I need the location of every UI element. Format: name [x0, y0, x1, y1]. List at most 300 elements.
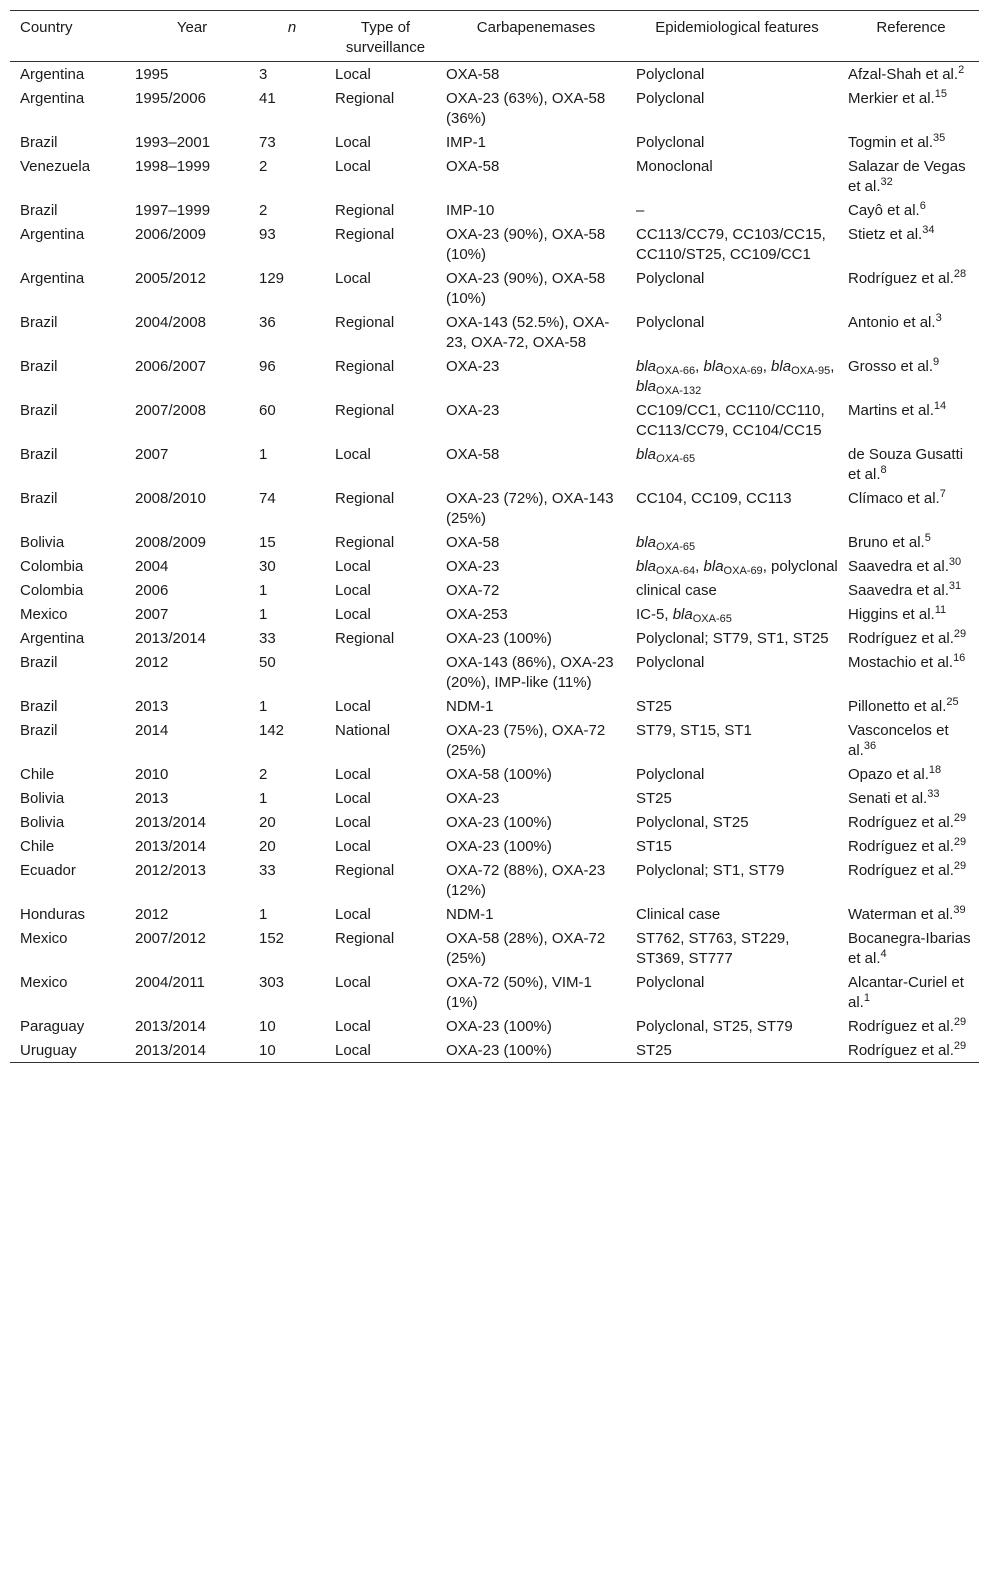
table-row	[10, 694, 979, 718]
cell-reference	[843, 926, 979, 970]
reference-author: Senati et al.	[848, 790, 928, 807]
reference-author: Rodríguez et al.	[848, 862, 954, 879]
cell-n: 303	[259, 974, 285, 991]
gene-name: bla	[672, 606, 693, 623]
reference-number: 8	[880, 464, 887, 476]
cell-type: Local	[335, 606, 371, 623]
cell-country: Argentina	[20, 66, 85, 83]
cell-type: Regional	[335, 930, 395, 947]
cell-epidemiological: Polyclonal; ST79, ST1, ST25	[636, 630, 829, 647]
cell-year: 1995	[135, 66, 169, 83]
gene-name: bla	[771, 358, 792, 375]
cell-n: 129	[259, 270, 285, 287]
reference-number: 5	[924, 532, 931, 544]
cell-n: 142	[259, 722, 285, 739]
cell-carbapenemases: OXA-58	[446, 66, 500, 83]
cell-type: Local	[335, 134, 371, 151]
cell-country: Argentina	[20, 226, 85, 243]
cell-carbapenemases: OXA-58 (100%)	[446, 766, 552, 783]
cell-type: Regional	[335, 402, 395, 419]
cell-epidemiological: CC109/CC1, CC110/CC110, CC113/CC79, CC104/CC15	[636, 402, 825, 439]
table-row	[10, 86, 979, 130]
cell-year: 1997–1999	[135, 202, 211, 219]
cell-carbapenemases: OXA-23 (100%)	[446, 630, 552, 647]
cell-reference	[843, 266, 979, 310]
cell-n: 2	[259, 158, 268, 175]
cell-year: 2014	[135, 722, 169, 739]
cell-country: Brazil	[20, 134, 58, 151]
cell-n: 20	[259, 838, 276, 855]
cell-reference	[843, 222, 979, 266]
reference-author: Higgins et al.	[848, 606, 935, 623]
cell-n: 36	[259, 314, 276, 331]
gene-subscript: OXA-95	[791, 365, 831, 377]
table-row	[10, 442, 979, 486]
cell-n: 3	[259, 66, 268, 83]
cell-carbapenemases: OXA-23 (72%), OXA-143 (25%)	[446, 490, 614, 527]
cell-year: 2013	[135, 790, 169, 807]
cell-carbapenemases: OXA-72	[446, 582, 500, 599]
cell-type: Local	[335, 838, 371, 855]
cell-n: 74	[259, 490, 276, 507]
cell-reference	[843, 1038, 979, 1063]
cell-type	[330, 650, 441, 694]
reference-number: 11	[934, 604, 947, 616]
reference-number: 3	[935, 312, 942, 324]
cell-country: Ecuador	[20, 862, 76, 879]
reference-number: 33	[927, 788, 940, 800]
reference-number: 35	[933, 132, 946, 144]
reference-number: 29	[953, 1016, 967, 1028]
cell-epidemiological: ST15	[636, 838, 672, 855]
cell-carbapenemases: OXA-72 (50%), VIM-1 (1%)	[446, 974, 592, 1011]
cell-year: 2006/2007	[135, 358, 206, 375]
reference-author: Merkier et al.	[848, 90, 935, 107]
cell-year: 2013/2014	[135, 1042, 206, 1059]
cell-year: 2007/2008	[135, 402, 206, 419]
header-country: Country	[20, 19, 73, 36]
reference-author: Salazar de Vegas et al.	[848, 158, 966, 195]
reference-number: 28	[953, 268, 967, 280]
cell-carbapenemases: OXA-23 (90%), OXA-58 (10%)	[446, 270, 606, 307]
cell-epidemiological: ST79, ST15, ST1	[636, 722, 752, 739]
cell-n: 96	[259, 358, 276, 375]
cell-epidemiological: bla$_{OXA-64}$, bla$_{OXA-69}$, polyclonal	[636, 558, 838, 577]
cell-type: Local	[335, 558, 371, 575]
cell-epidemiological: Polyclonal	[636, 66, 705, 83]
cell-epidemiological	[631, 442, 843, 486]
gene-subscript: OXA-64	[656, 565, 696, 577]
reference-author: Mostachio et al.	[848, 654, 954, 671]
gene-name: bla	[703, 358, 724, 375]
cell-year: 2012/2013	[135, 862, 206, 879]
cell-type: Regional	[335, 862, 395, 879]
cell-country: Brazil	[20, 314, 58, 331]
cell-epidemiological: Polyclonal, ST25, ST79	[636, 1018, 793, 1035]
cell-carbapenemases: OXA-23 (90%), OXA-58 (10%)	[446, 226, 606, 263]
reference-number: 29	[953, 836, 967, 848]
cell-year: 2004/2008	[135, 314, 206, 331]
cell-epidemiological	[631, 530, 843, 554]
cell-carbapenemases: OXA-58 (28%), OXA-72 (25%)	[446, 930, 606, 967]
cell-reference	[843, 650, 979, 694]
reference-author: Togmin et al.	[848, 134, 934, 151]
cell-country: Bolivia	[20, 790, 65, 807]
cell-reference	[843, 442, 979, 486]
gene-subscript: OXA-66	[656, 365, 696, 377]
epi-suffix: polyclonal	[771, 558, 838, 575]
cell-reference	[843, 834, 979, 858]
cell-country: Brazil	[20, 698, 58, 715]
cell-epidemiological: bla$_{OXA-66}$, bla$_{OXA-69}$, bla$_{OXA-95}$, bla$_{OXA-132}$	[636, 358, 835, 397]
cell-n: 41	[259, 90, 276, 107]
cell-n: 20	[259, 814, 276, 831]
reference-number: 6	[919, 200, 926, 212]
reference-author: Antonio et al.	[848, 314, 936, 331]
cell-carbapenemases: OXA-23 (63%), OXA-58 (36%)	[446, 90, 606, 127]
table-row	[10, 786, 979, 810]
reference-number: 39	[953, 904, 966, 916]
table-row	[10, 222, 979, 266]
table-row	[10, 266, 979, 310]
reference-author: Cayô et al.	[848, 202, 920, 219]
gene-name: bla	[636, 446, 657, 463]
cell-n: 33	[259, 630, 276, 647]
gene-subscript-number: -65	[679, 453, 696, 465]
cell-reference	[843, 626, 979, 650]
cell-epidemiological: CC113/CC79, CC103/CC15, CC110/ST25, CC109/CC1	[636, 226, 826, 263]
reference-author: Clímaco et al.	[848, 490, 940, 507]
cell-type: Local	[335, 66, 371, 83]
cell-reference	[843, 398, 979, 442]
table-row	[10, 198, 979, 222]
cell-country: Colombia	[20, 558, 84, 575]
cell-type: Local	[335, 446, 371, 463]
cell-carbapenemases: OXA-143 (52.5%), OXA-23, OXA-72, OXA-58	[446, 314, 610, 351]
header-reference: Reference	[876, 19, 946, 36]
cell-epidemiological: Polyclonal	[636, 314, 705, 331]
cell-epidemiological: Polyclonal	[636, 134, 705, 151]
table-body	[10, 62, 979, 1063]
cell-n: 1	[259, 790, 268, 807]
reference-number: 29	[953, 1040, 967, 1052]
cell-country: Argentina	[20, 90, 85, 107]
cell-carbapenemases: OXA-72 (88%), OXA-23 (12%)	[446, 862, 606, 899]
cell-reference	[843, 602, 979, 626]
reference-number: 34	[922, 224, 935, 236]
gene-name: bla	[703, 558, 724, 575]
cell-year: 2008/2010	[135, 490, 206, 507]
cell-epidemiological: ST25	[636, 1042, 672, 1059]
cell-epidemiological: ST25	[636, 790, 672, 807]
cell-reference	[843, 310, 979, 354]
reference-author: Rodríguez et al.	[848, 1018, 954, 1035]
cell-carbapenemases: OXA-58	[446, 534, 500, 551]
cell-n: 60	[259, 402, 276, 419]
cell-country: Brazil	[20, 202, 58, 219]
cell-n: 1	[259, 606, 268, 623]
cell-reference	[843, 354, 979, 398]
cell-year: 2013/2014	[135, 814, 206, 831]
table-row	[10, 602, 979, 626]
cell-epidemiological: Polyclonal	[636, 654, 705, 671]
cell-n: 2	[259, 202, 268, 219]
cell-type: Regional	[335, 630, 395, 647]
cell-carbapenemases: IMP-10	[446, 202, 495, 219]
cell-carbapenemases: OXA-58	[446, 158, 500, 175]
cell-country: Brazil	[20, 446, 58, 463]
cell-type: Regional	[335, 226, 395, 243]
reference-number: 36	[863, 740, 877, 752]
table-row	[10, 1014, 979, 1038]
cell-epidemiological: –	[636, 202, 645, 219]
cell-reference	[843, 810, 979, 834]
cell-n: 1	[259, 906, 268, 923]
cell-country: Mexico	[20, 606, 68, 623]
table-row	[10, 578, 979, 602]
table-row	[10, 354, 979, 398]
reference-number: 15	[934, 88, 947, 100]
cell-year: 1993–2001	[135, 134, 211, 151]
reference-author: Waterman et al.	[848, 906, 954, 923]
reference-author: Vasconcelos et al.	[848, 722, 949, 759]
cell-type: Local	[335, 790, 371, 807]
cell-reference	[843, 554, 979, 578]
reference-number: 9	[933, 356, 940, 368]
cell-carbapenemases: OXA-143 (86%), OXA-23 (20%), IMP-like (11%)	[446, 654, 614, 691]
cell-type: Local	[335, 270, 371, 287]
cell-country: Venezuela	[20, 158, 91, 175]
reference-author: de Souza Gusatti et al.	[848, 446, 964, 483]
cell-year: 2013	[135, 698, 169, 715]
cell-n: 10	[259, 1042, 276, 1059]
gene-name: bla	[636, 534, 657, 551]
cell-year: 2004	[135, 558, 169, 575]
reference-number: 4	[880, 948, 887, 960]
cell-reference	[843, 902, 979, 926]
cell-n: 10	[259, 1018, 276, 1035]
table-row	[10, 626, 979, 650]
cell-reference	[843, 718, 979, 762]
cell-country: Brazil	[20, 358, 58, 375]
reference-author: Grosso et al.	[848, 358, 934, 375]
table-row	[10, 762, 979, 786]
cell-carbapenemases: OXA-23 (100%)	[446, 1042, 552, 1059]
cell-country: Uruguay	[20, 1042, 77, 1059]
gene-subscript: OXA-69	[723, 365, 763, 377]
reference-number: 29	[953, 812, 967, 824]
cell-type: Regional	[335, 358, 395, 375]
reference-number: 14	[933, 400, 947, 412]
cell-n: 2	[259, 766, 268, 783]
table-row	[10, 310, 979, 354]
gene-subscript: OXA-69	[723, 565, 763, 577]
cell-country: Mexico	[20, 930, 68, 947]
cell-country: Colombia	[20, 582, 84, 599]
cell-year: 2013/2014	[135, 1018, 206, 1035]
cell-country: Brazil	[20, 654, 58, 671]
cell-year: 2013/2014	[135, 630, 206, 647]
cell-year: 2013/2014	[135, 838, 206, 855]
cell-year: 2007	[135, 606, 169, 623]
cell-carbapenemases: NDM-1	[446, 698, 494, 715]
cell-n: 152	[259, 930, 285, 947]
cell-year: 2007	[135, 446, 169, 463]
cell-carbapenemases: OXA-23 (75%), OXA-72 (25%)	[446, 722, 606, 759]
reference-number: 16	[953, 652, 966, 664]
cell-epidemiological: ST762, ST763, ST229, ST369, ST777	[636, 930, 790, 967]
header-row	[10, 11, 979, 62]
table-header	[10, 11, 979, 62]
cell-carbapenemases: NDM-1	[446, 906, 494, 923]
cell-reference	[843, 786, 979, 810]
table-row	[10, 130, 979, 154]
reference-number: 7	[939, 488, 946, 500]
reference-number: 25	[946, 696, 959, 708]
cell-year: 2012	[135, 906, 169, 923]
cell-n: 30	[259, 558, 276, 575]
table-row	[10, 62, 979, 87]
cell-type: Local	[335, 766, 371, 783]
cell-carbapenemases: OXA-23 (100%)	[446, 1018, 552, 1035]
gene-subscript	[656, 453, 695, 465]
cell-reference	[843, 486, 979, 530]
reference-author: Rodríguez et al.	[848, 630, 954, 647]
cell-reference	[843, 1014, 979, 1038]
cell-year: 2007/2012	[135, 930, 206, 947]
cell-n: 1	[259, 698, 268, 715]
cell-reference	[843, 762, 979, 786]
reference-author: Rodríguez et al.	[848, 814, 954, 831]
reference-author: Bocanegra-Ibarias et al.	[848, 930, 971, 967]
cell-reference	[843, 530, 979, 554]
reference-author: Rodríguez et al.	[848, 1042, 954, 1059]
gene-subscript	[656, 541, 695, 553]
cell-reference	[843, 578, 979, 602]
reference-author: Stietz et al.	[848, 226, 923, 243]
cell-epidemiological: Monoclonal	[636, 158, 713, 175]
header-year: Year	[176, 19, 208, 36]
cell-reference	[843, 694, 979, 718]
gene-name: bla	[636, 378, 657, 395]
cell-country: Brazil	[20, 402, 58, 419]
table-row	[10, 650, 979, 694]
cell-country: Bolivia	[20, 534, 65, 551]
cell-type: Local	[335, 814, 371, 831]
cell-country: Chile	[20, 766, 55, 783]
cell-country: Honduras	[20, 906, 86, 923]
header-epidemiological: Epidemiological features	[655, 19, 819, 36]
cell-epidemiological: Polyclonal	[636, 90, 705, 107]
cell-year: 2010	[135, 766, 169, 783]
reference-author: Opazo et al.	[848, 766, 929, 783]
cell-country: Mexico	[20, 974, 68, 991]
cell-country: Paraguay	[20, 1018, 85, 1035]
cell-country: Argentina	[20, 270, 85, 287]
reference-author: Pillonetto et al.	[848, 698, 947, 715]
gene-name: bla	[636, 358, 657, 375]
cell-reference	[843, 62, 979, 87]
cell-epidemiological: CC104, CC109, CC113	[636, 490, 792, 507]
gene-name: bla	[636, 558, 657, 575]
table-row	[10, 926, 979, 970]
cell-epidemiological	[631, 602, 843, 626]
header-carbapenemases: Carbapenemases	[476, 19, 596, 36]
cell-year: 1998–1999	[135, 158, 211, 175]
cell-type: Local	[335, 158, 371, 175]
gene-subscript: OXA-65	[692, 613, 732, 625]
reference-author: Bruno et al.	[848, 534, 925, 551]
cell-year: 2005/2012	[135, 270, 206, 287]
cell-epidemiological: Polyclonal, ST25	[636, 814, 749, 831]
cell-type: Regional	[335, 202, 395, 219]
cell-epidemiological: Polyclonal	[636, 270, 705, 287]
reference-number: 2	[958, 64, 965, 76]
cell-epidemiological: Clinical case	[636, 906, 721, 923]
cell-year: 2006	[135, 582, 169, 599]
cell-type: Regional	[335, 90, 395, 107]
cell-epidemiological: Polyclonal	[636, 974, 705, 991]
table-row	[10, 554, 979, 578]
cell-country: Brazil	[20, 490, 58, 507]
cell-carbapenemases: OXA-58	[446, 446, 500, 463]
cell-type: Local	[335, 1018, 371, 1035]
table-row	[10, 154, 979, 198]
cell-type: Local	[335, 906, 371, 923]
gene-subscript-italic: OXA	[656, 453, 680, 465]
cell-type: Local	[335, 698, 371, 715]
reference-number: 31	[948, 580, 962, 592]
cell-n: 50	[259, 654, 276, 671]
gene-subscript: OXA-132	[656, 385, 702, 397]
cell-n: 1	[259, 582, 268, 599]
cell-n: 73	[259, 134, 276, 151]
cell-epidemiological: Polyclonal; ST1, ST79	[636, 862, 785, 879]
cell-type: National	[335, 722, 391, 739]
gene-subscript-number: -65	[679, 541, 696, 553]
cell-country: Bolivia	[20, 814, 65, 831]
reference-author: Afzal-Shah et al.	[848, 66, 959, 83]
reference-author: Saavedra et al.	[848, 558, 949, 575]
reference-author: Alcantar-Curiel et al.	[848, 974, 964, 1011]
cell-type: Regional	[335, 490, 395, 507]
reference-author: Rodríguez et al.	[848, 838, 954, 855]
cell-n: 33	[259, 862, 276, 879]
table-row	[10, 398, 979, 442]
cell-year: 2004/2011	[135, 974, 205, 991]
cell-epidemiological: clinical case	[636, 582, 717, 599]
reference-number: 32	[880, 176, 893, 188]
reference-number: 29	[953, 860, 967, 872]
table-row	[10, 530, 979, 554]
cell-n: 93	[259, 226, 276, 243]
cell-reference	[843, 970, 979, 1014]
reference-number: 1	[863, 992, 870, 1004]
header-n-label: n	[287, 19, 297, 36]
table-row	[10, 858, 979, 902]
cell-carbapenemases: OXA-253	[446, 606, 508, 623]
cell-n: 15	[259, 534, 276, 551]
table-row	[10, 970, 979, 1014]
cell-n: 1	[259, 446, 268, 463]
cell-type: Local	[335, 582, 371, 599]
cell-carbapenemases: OXA-23	[446, 790, 500, 807]
header-type: Type of surveillance	[345, 19, 426, 56]
cell-year: 2012	[135, 654, 169, 671]
cell-reference	[843, 154, 979, 198]
table-row	[10, 834, 979, 858]
reference-number: 29	[953, 628, 967, 640]
